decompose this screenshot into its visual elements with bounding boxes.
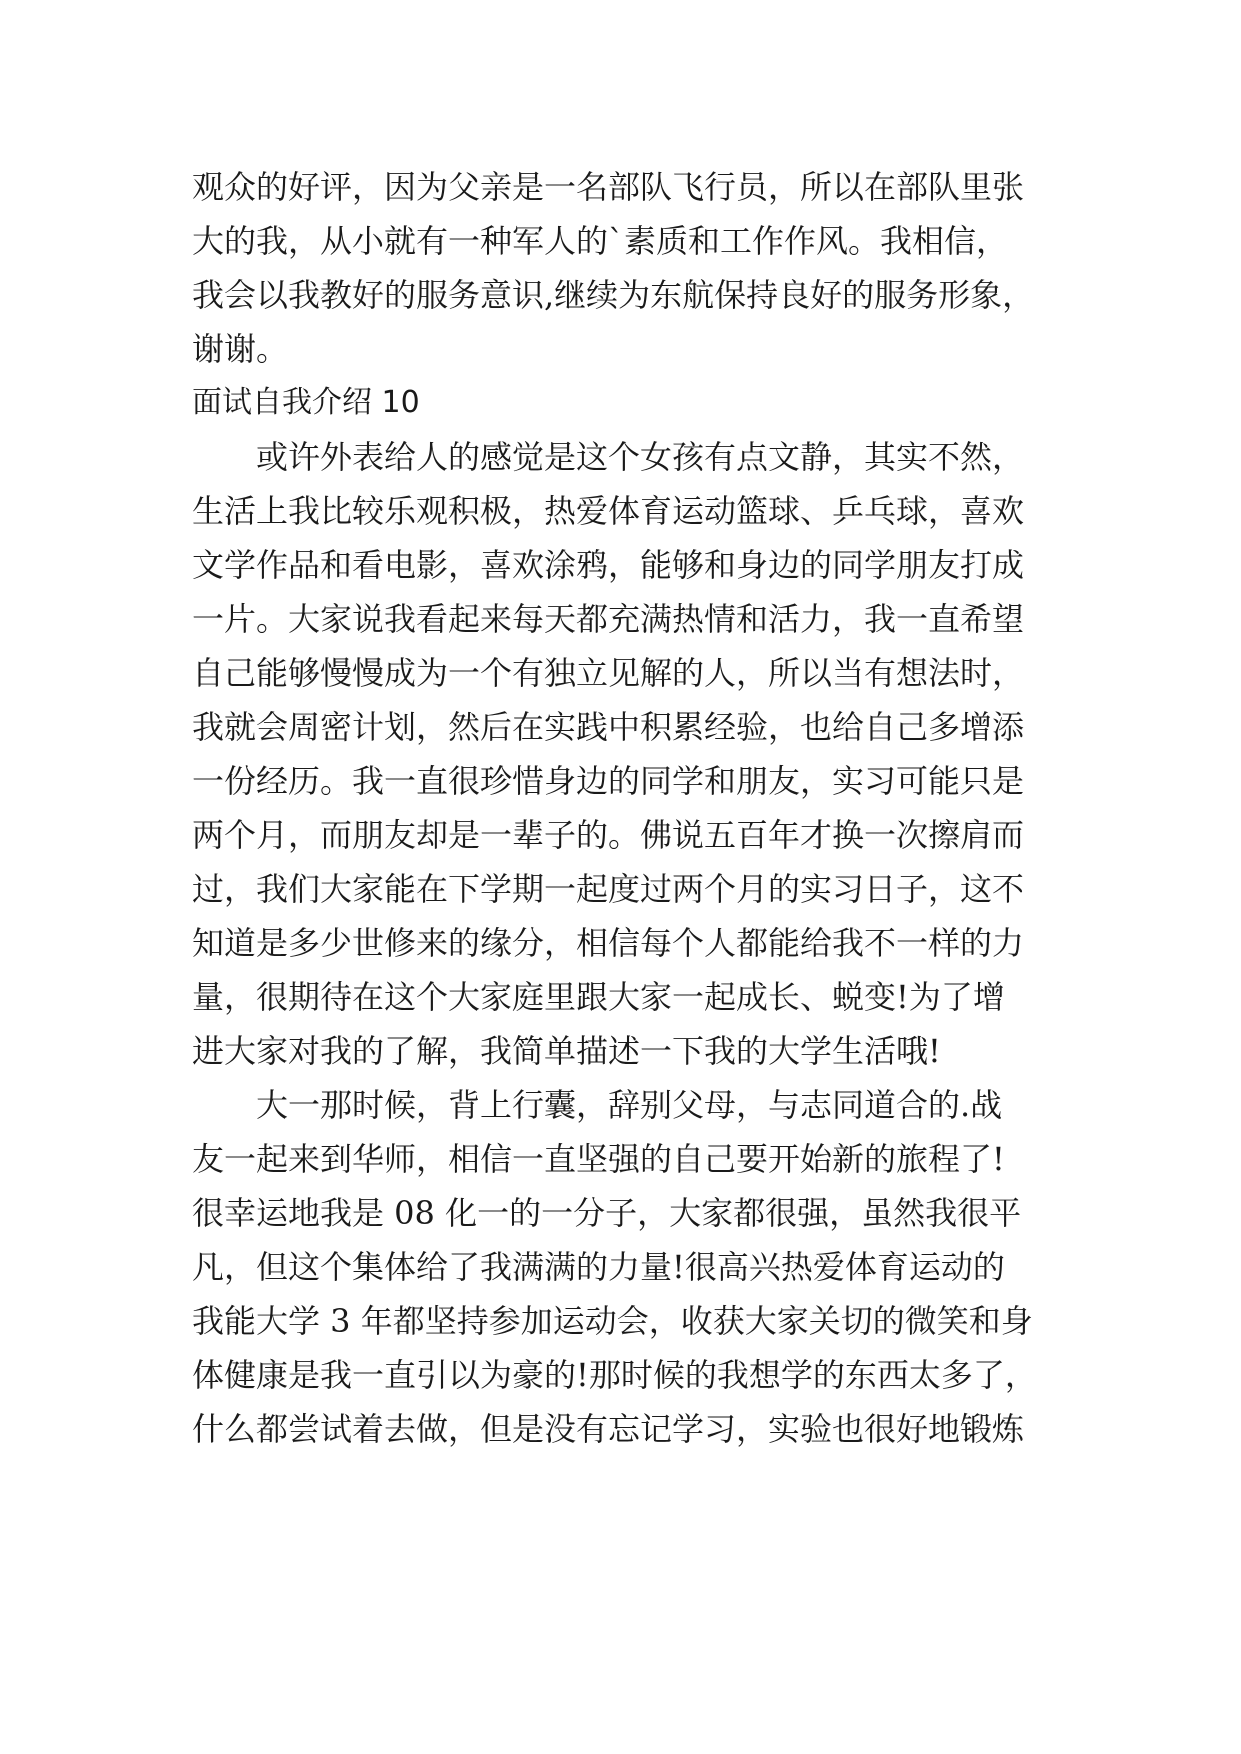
section-heading: 面试自我介绍 10 — [192, 385, 420, 420]
text-line: 我会以我教好的服务意识,继续为东航保持良好的服务形象， — [192, 276, 1035, 314]
text-line: 什么都尝试着去做，但是没有忘记学习，实验也很好地锻炼 — [192, 1410, 1025, 1448]
document-body — [192, 160, 1092, 1456]
text-line: 谢谢。 — [192, 330, 289, 368]
text-line: 进大家对我的了解，我简单描述一下我的大学生活哦! — [192, 1032, 941, 1070]
text-line: 大一那时候，背上行囊，辞别父母，与志同道合的.战 — [192, 1086, 1003, 1124]
text-line: 体健康是我一直引以为豪的!那时候的我想学的东西太多了， — [192, 1356, 1037, 1394]
text-line: 量，很期待在这个大家庭里跟大家一起成长、蜕变!为了增 — [192, 978, 1005, 1016]
text-line: 很幸运地我是 08 化一的一分子，大家都很强，虽然我很平 — [192, 1194, 1022, 1232]
text-line: 我能大学 3 年都坚持参加运动会，收获大家关切的微笑和身 — [192, 1302, 1033, 1340]
text-line: 自己能够慢慢成为一个有独立见解的人，所以当有想法时， — [192, 654, 1025, 692]
text-line: 大的我，从小就有一种军人的`素质和工作作风。我相信， — [192, 222, 1009, 260]
text-line: 观众的好评，因为父亲是一名部队飞行员，所以在部队里张 — [192, 168, 1025, 206]
text-line: 文学作品和看电影，喜欢涂鸦，能够和身边的同学朋友打成 — [192, 546, 1025, 584]
text-line: 过，我们大家能在下学期一起度过两个月的实习日子，这不 — [192, 870, 1025, 908]
text-line: 一份经历。我一直很珍惜身边的同学和朋友，实习可能只是 — [192, 762, 1025, 800]
text-line: 两个月，而朋友却是一辈子的。佛说五百年才换一次擦肩而 — [192, 816, 1025, 854]
text-line: 凡，但这个集体给了我满满的力量!很高兴热爱体育运动的 — [192, 1248, 1005, 1286]
text-line: 生活上我比较乐观积极，热爱体育运动篮球、乒乓球，喜欢 — [192, 492, 1025, 530]
text-line: 我就会周密计划，然后在实践中积累经验，也给自己多增添 — [192, 708, 1025, 746]
text-line: 知道是多少世修来的缘分，相信每个人都能给我不一样的力 — [192, 924, 1025, 962]
text-line: 或许外表给人的感觉是这个女孩有点文静，其实不然， — [192, 438, 1025, 476]
text-line: 友一起来到华师，相信一直坚强的自己要开始新的旅程了! — [192, 1140, 1005, 1178]
text-line: 一片。大家说我看起来每天都充满热情和活力，我一直希望 — [192, 600, 1025, 638]
